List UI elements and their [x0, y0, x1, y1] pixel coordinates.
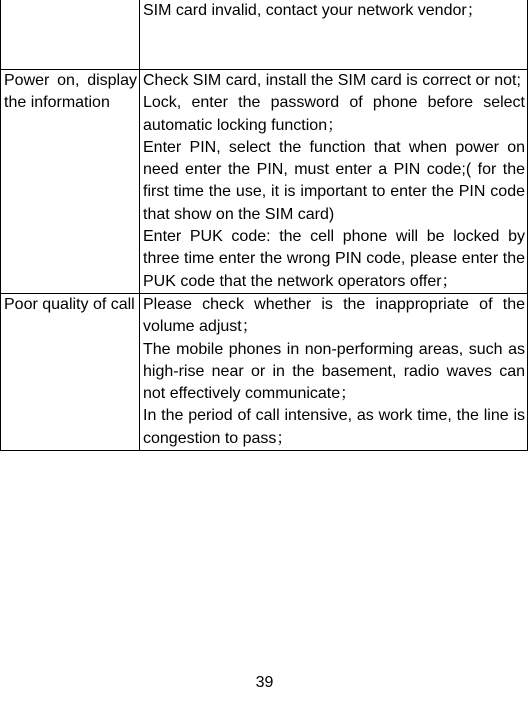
solution-text: In the period of call intensive, as work time, the line is congestion to pass； — [143, 407, 525, 447]
solution-text: Lock, enter the password of phone before select automatic locking function； — [143, 94, 525, 134]
solution-text: Check SIM card, install the SIM card is correct or not; — [143, 72, 521, 89]
table-row — [1, 293, 528, 450]
solution-text: SIM card invalid, contact your network vendor； — [143, 2, 483, 19]
table-row — [1, 0, 528, 70]
solution-text: Enter PUK code: the cell phone will be locked by three time enter the wrong PIN code, please enter the PUK code that the network operators offer； — [143, 228, 525, 290]
solution-text: Enter PIN, select the function that when power on need enter the PIN, must enter a PIN code;( for the first time the use, it is important to enter the PIN code that show on the SIM card) — [143, 138, 525, 223]
problem-cell: Power on, display the information — [1, 70, 140, 294]
problem-cell — [1, 0, 140, 70]
table-row — [1, 70, 528, 294]
solution-cell — [140, 70, 528, 294]
solution-cell — [140, 293, 528, 450]
solution-text: The mobile phones in non-performing areas, such as high-rise near or in the basement, radio waves can not effectively communicate； — [143, 340, 525, 403]
problem-cell: Poor quality of call — [1, 293, 140, 450]
solution-text: Please check whether is the inappropriate of the volume adjust； — [143, 295, 525, 336]
page-number: 39 — [255, 674, 274, 691]
solution-cell — [140, 0, 528, 70]
